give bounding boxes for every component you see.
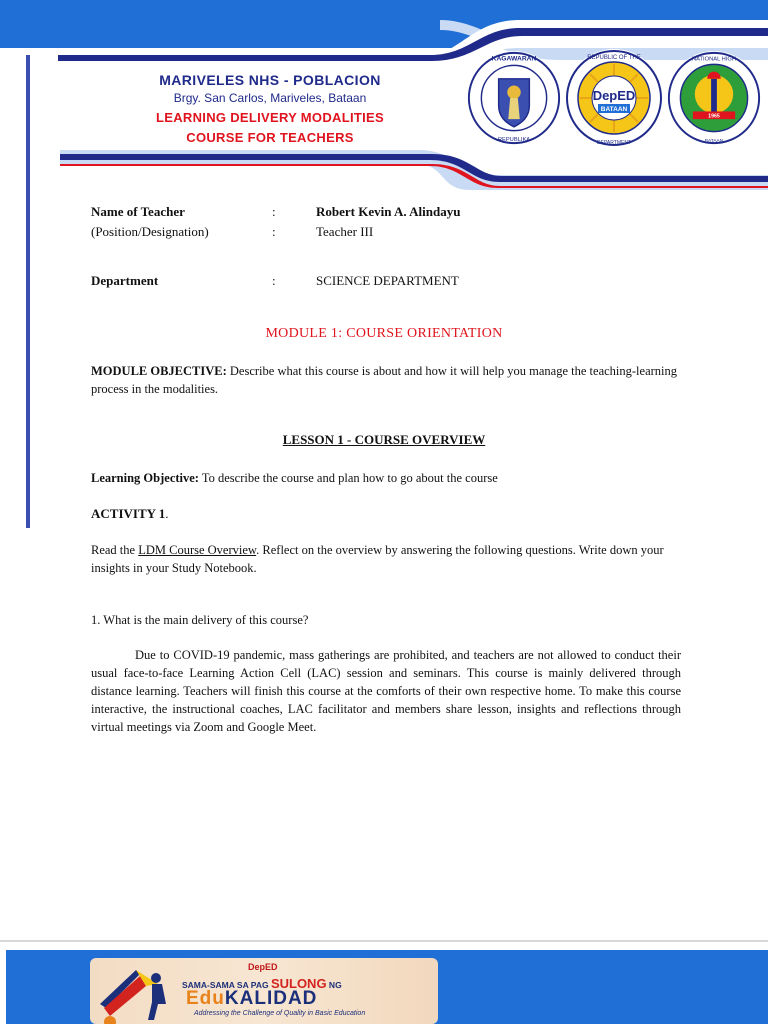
school-header: [60, 72, 480, 145]
instruction-after: . Reflect on the overview by answering the following questions. Write down your insights in your Study Notebook.: [91, 543, 664, 575]
mariveles-nhs-seal-icon: [666, 50, 762, 146]
learning-objective: [91, 469, 681, 487]
banner-edukalidad: [186, 988, 317, 1010]
svg-text:KAGAWARAN: KAGAWARAN: [491, 55, 537, 63]
banner-tagline-c: NG: [326, 980, 342, 990]
kagawaran-ng-edukasyon-seal-icon: [466, 50, 562, 146]
course-title-line1: LEARNING DELIVERY MODALITIES: [156, 110, 384, 125]
lesson-title: LESSON 1 - COURSE OVERVIEW: [282, 432, 486, 447]
module-objective-label: MODULE OBJECTIVE:: [91, 364, 227, 378]
svg-text:BATAAN: BATAAN: [704, 139, 724, 145]
activity-period: .: [165, 506, 169, 521]
school-name: MARIVELES NHS - POBLACION: [159, 72, 381, 88]
banner-edu: Edu: [186, 988, 225, 1009]
learning-objective-label: Learning Objective:: [91, 471, 199, 485]
banner-subtitle: Addressing the Challenge of Quality in Basic Education: [194, 1010, 366, 1017]
svg-text:1965: 1965: [708, 113, 720, 120]
deped-bataan-seal-icon: [564, 48, 664, 148]
module-objective: [91, 362, 681, 398]
school-address: Brgy. San Carlos, Mariveles, Bataan: [173, 91, 367, 105]
colon: :: [272, 224, 276, 239]
position-value: Teacher III: [316, 224, 374, 239]
colon: :: [272, 273, 276, 288]
svg-text:NATIONAL HIGH: NATIONAL HIGH: [691, 56, 737, 63]
banner-tagline-b: SULONG: [270, 976, 327, 991]
question-1: 1. What is the main delivery of this course?: [91, 613, 309, 627]
left-margin-rule: [26, 55, 30, 528]
answer-1: Due to COVID-19 pandemic, mass gatherings are prohibited, and teachers are not allowed to conduct their usual face-to-face Learning Action Cell (LAC) session and seminars. This course is mainly delivered through distance learning. Teachers will finish this course at the comforts of their own respective home. To make this course interactive, the instructional coaches, LAC facilitator and members share lesson, insights and reflections through virtual meetings via Zoom and Google Meet.: [91, 648, 681, 734]
svg-text:DepED: DepED: [592, 88, 636, 103]
module-title: MODULE 1: COURSE ORIENTATION: [265, 326, 503, 341]
svg-text:BATAAN: BATAAN: [600, 106, 628, 113]
svg-text:REPUBLIKA: REPUBLIKA: [497, 137, 531, 144]
banner-kalidad: KALIDAD: [224, 988, 318, 1009]
course-title-line2: COURSE FOR TEACHERS: [186, 130, 354, 145]
activity-instruction: [91, 541, 681, 577]
ldm-course-overview-link[interactable]: LDM Course Overview: [138, 543, 257, 557]
banner-tagline-a: SAMA-SAMA SA PAG: [182, 980, 271, 990]
position-label: (Position/Designation): [91, 224, 209, 239]
activity-heading: [91, 505, 681, 523]
teacher-name-value: Robert Kevin A. Alindayu: [316, 204, 461, 219]
instruction-before: Read the: [91, 543, 139, 557]
department-value: SCIENCE DEPARTMENT: [316, 273, 459, 288]
banner-deped-logo: DepED: [248, 962, 278, 972]
footer-divider: [0, 940, 768, 942]
running-figure-flag-icon: [96, 964, 176, 1024]
colon: :: [272, 204, 276, 219]
learning-objective-text: To describe the course and plan how to go about the course: [198, 471, 498, 485]
svg-text:DEPARTMENT: DEPARTMENT: [597, 140, 631, 146]
edukalidad-banner: [90, 958, 438, 1024]
module-objective-text: Describe what this course is about and how it will help you manage the teaching-learning process in the modalities.: [91, 364, 678, 396]
department-label: Department: [91, 273, 159, 288]
teacher-name-label: Name of Teacher: [91, 204, 185, 219]
svg-text:REPUBLIC OF THE: REPUBLIC OF THE: [587, 55, 641, 61]
activity-label: ACTIVITY 1: [91, 506, 166, 521]
